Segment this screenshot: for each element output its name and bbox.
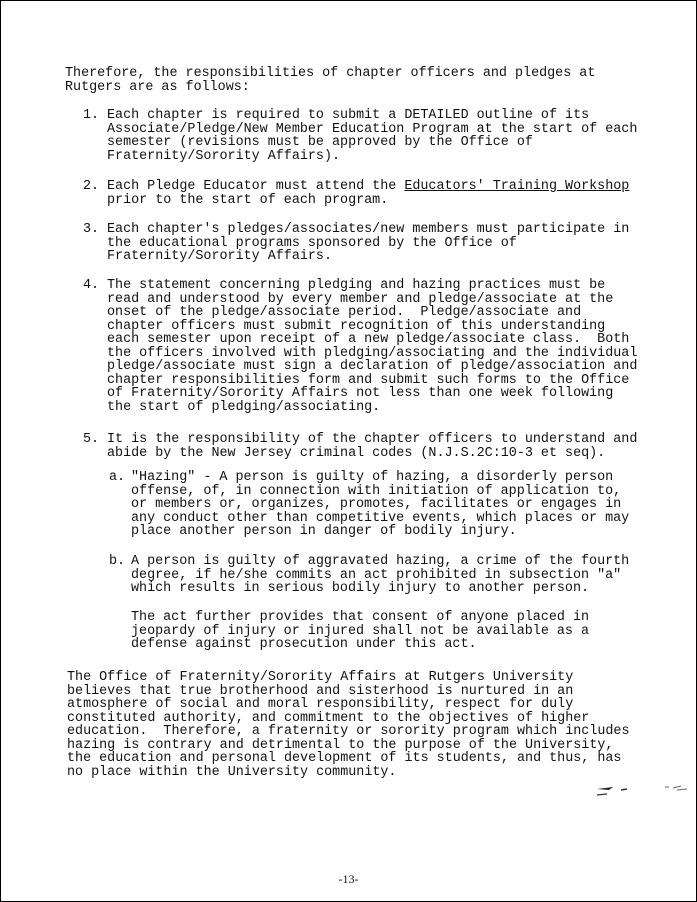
item-number: 1.	[83, 108, 100, 123]
sub-item-letter: a.	[109, 470, 126, 485]
item-text: It is the responsibility of the chapter officers to understand and abide by the New Jersey criminal codes (N.J.S.2C:10-3 et seq).	[107, 432, 638, 461]
closing-paragraph: The Office of Fraternity/Sorority Affairs at Rutgers University believes that true brotherhood and sisterhood is nurtured in an atmosphere of social and moral responsibility, respect for duly constituted authority, and commitment to the objectives of higher education. Therefore, a fraternity or sorority program which includes hazing is contrary and detrimental to the purpose of the University, the education and personal development of its students, and thus, has no place within the University community.	[67, 670, 630, 780]
item-number: 5.	[83, 432, 100, 447]
item-text-pre: Each Pledge Educator must attend the	[107, 179, 405, 194]
item-number: 4.	[83, 278, 100, 293]
item-number: 2.	[83, 179, 100, 194]
intro-paragraph: Therefore, the responsibilities of chapter officers and pledges at Rutgers are as follows:	[65, 66, 596, 95]
item-text-post: prior to the start of each program.	[107, 192, 389, 208]
item-text: Each chapter is required to submit a DETAILED outline of its Associate/Pledge/New Member Education Program at the start of each semester (revisions must be approved by the Office of Fraternity/Sorority Affairs).	[107, 108, 638, 164]
scan-smudge-marks	[591, 781, 691, 803]
item-text	[107, 180, 687, 207]
educators-training-workshop-link[interactable]: Educators' Training Workshop	[404, 179, 630, 194]
item-text: Each chapter's pledges/associates/new members must participate in the educational programs sponsored by the Office of Fraternity/Sorority Affairs.	[107, 222, 630, 264]
item-number: 3.	[83, 222, 100, 237]
act-note-text: The act further provides that consent of anyone placed in jeopardy of injury or injured shall not be available as a defense against prosecution under this act.	[131, 610, 590, 652]
sub-item-letter: b.	[109, 554, 126, 569]
item-text: The statement concerning pledging and hazing practices must be read and understood by every member and pledge/associate at the onset of the pledge/associate period. Pledge/associate and chapter officers must submit recognition of this understanding each semester upon receipt of a new pledge/associate class. Both the officers involved with pledging/associating and the individual pledge/associate must sign a declaration of pledge/association and chapter responsibilities form and submit such forms to the Office of Fraternity/Sorority Affairs not less than one week following the start of pledging/associating.	[107, 278, 638, 415]
sub-item-text: A person is guilty of aggravated hazing, a crime of the fourth degree, if he/she commits an act prohibited in subsection "a" which results in serious bodily injury to another person.	[131, 554, 630, 596]
page-number: -13-	[338, 872, 359, 886]
sub-item-text: "Hazing" - A person is guilty of hazing, a disorderly person offense, of, in connection with initiation of application to, or members or, organizes, promotes, facilitates or engages in any conduct other than competitive events, which places or may place another person in danger of bodily injury.	[131, 470, 630, 539]
